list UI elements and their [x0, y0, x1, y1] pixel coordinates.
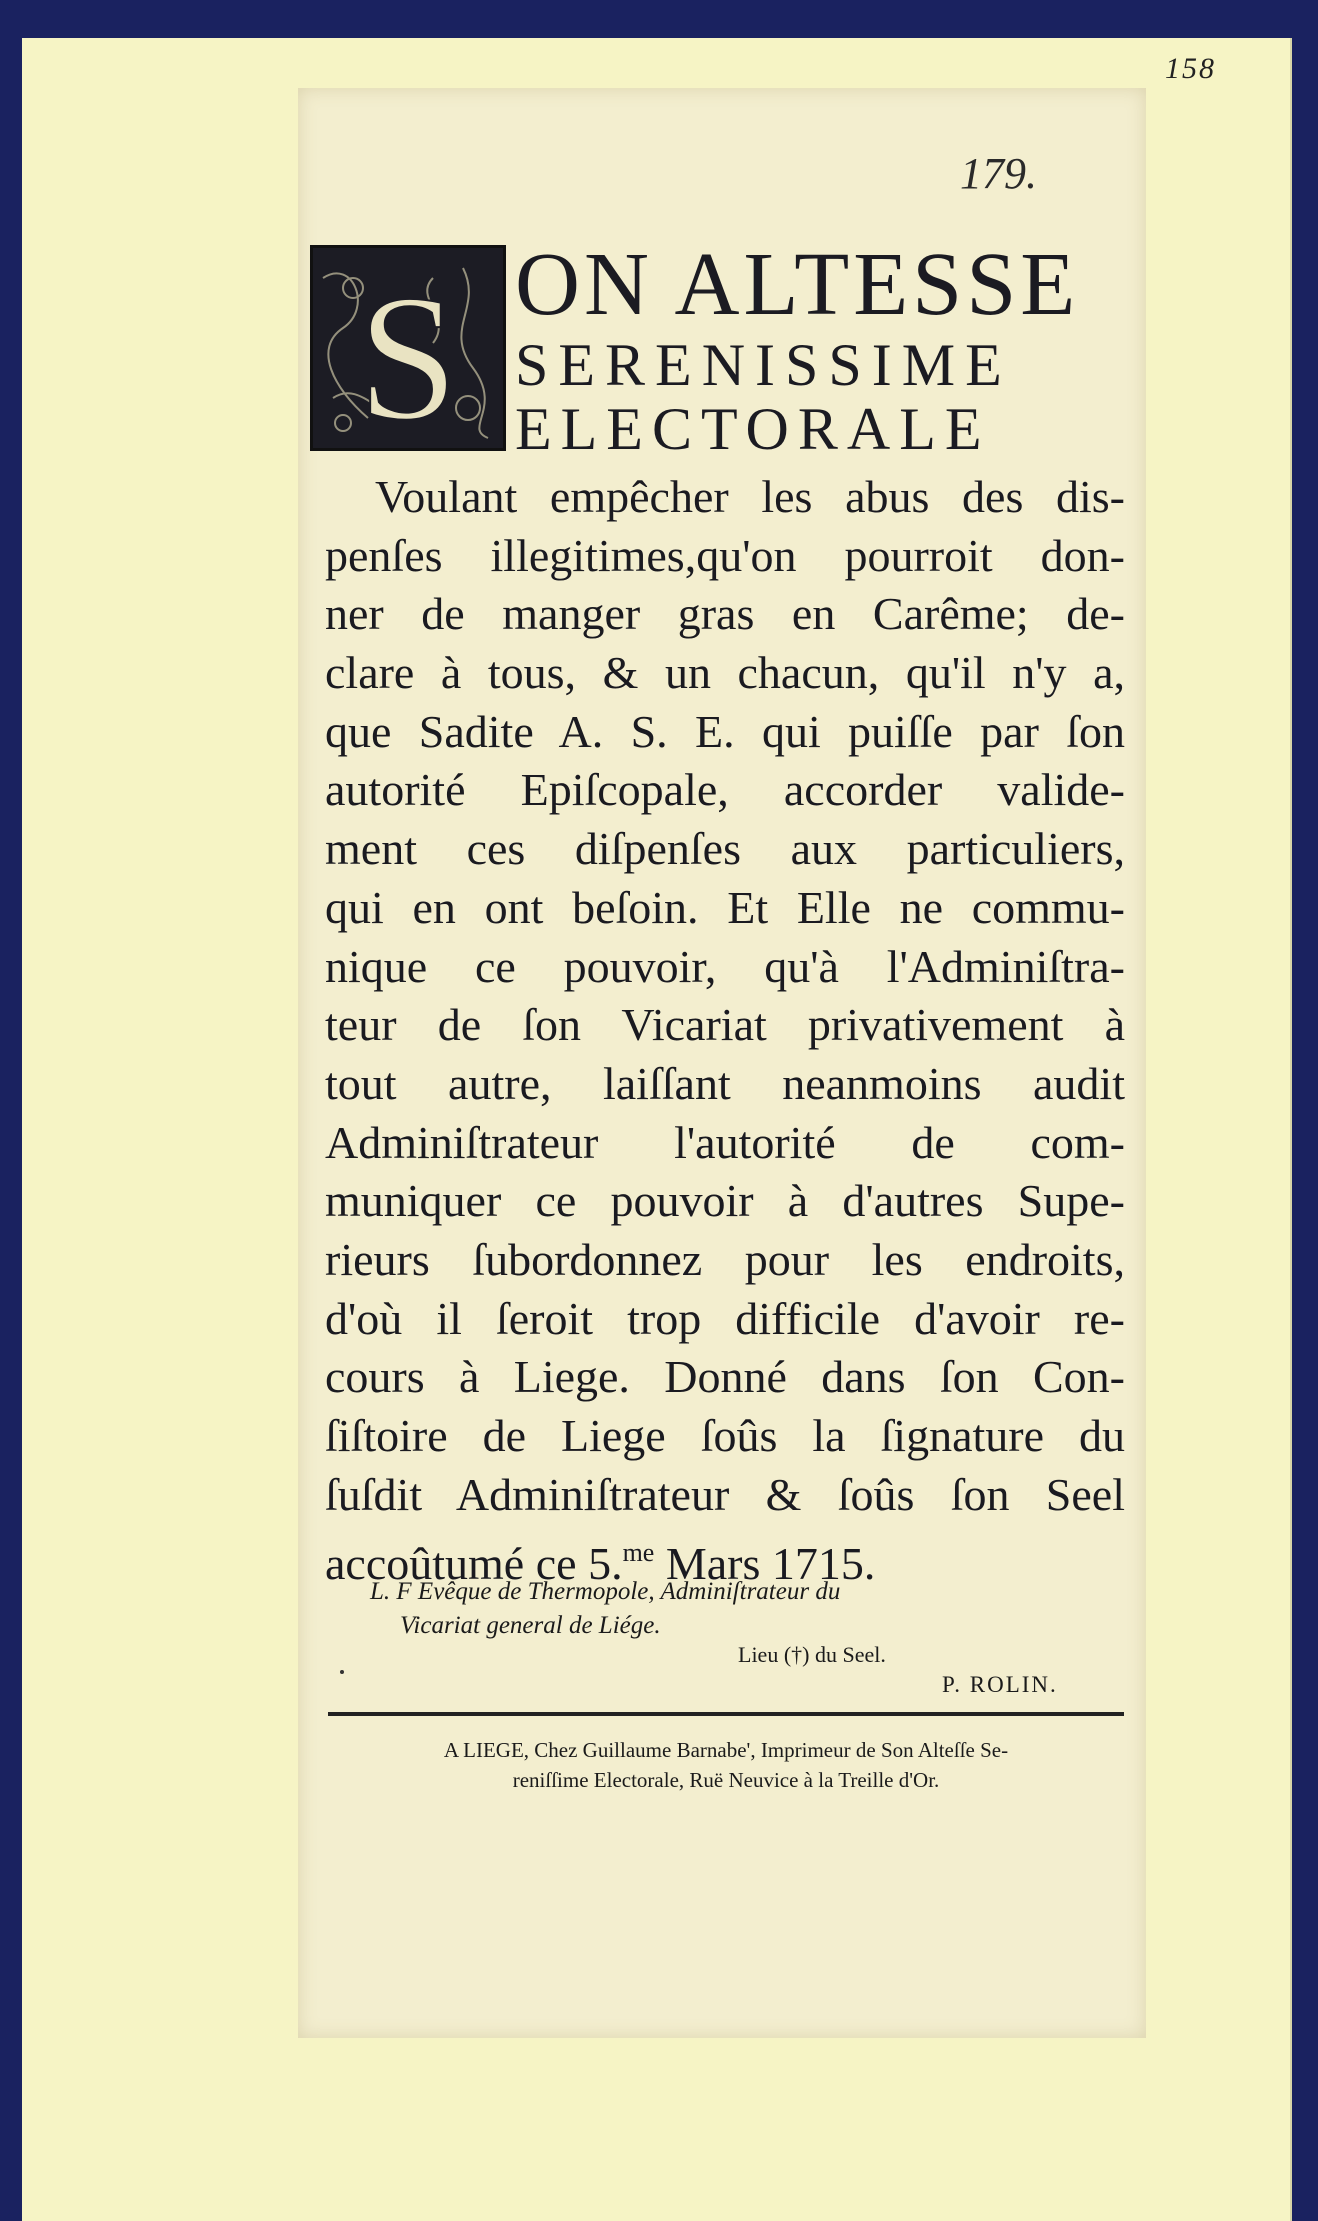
date-line-start: accoûtumé ce 5.	[325, 1538, 623, 1590]
folio-number-top: 158	[1165, 52, 1216, 85]
seal-note: Lieu (†) du Seel.	[738, 1642, 886, 1667]
heading-line-2: SERENISSIME	[515, 332, 1012, 398]
folio-number-manuscript: 179.	[960, 149, 1037, 198]
imprint-line-1: A LIEGE, Chez Guillaume Barnabe', Imprimeur de Son Alteſſe Se-	[443, 1738, 1009, 1762]
text-line: que Sadite A. S. E. qui puiſſe par ſon	[325, 705, 1125, 757]
text-line: penſes illegitimes,qu'on pourroit don-	[325, 529, 1125, 581]
text-line: teur de ſon Vicariat privativement à	[325, 999, 1125, 1051]
text-line: cours à Liege. Donné dans ſon Con-	[325, 1351, 1125, 1403]
text-line: ſuſdit Adminiſtrateur & ſoûs ſon Seel	[325, 1468, 1125, 1520]
heading-line-3: ELECTORALE	[515, 396, 991, 462]
decorated-initial-s	[310, 245, 506, 451]
text-line: nique ce pouvoir, qu'à l'Adminiſtra-	[325, 940, 1125, 992]
secretary-name: P. ROLIN.	[942, 1672, 1058, 1697]
text-line: d'où il ſeroit trop difficile d'avoir re-	[325, 1292, 1125, 1344]
text-line: autorité Epiſcopale, accorder valide-	[325, 764, 1125, 816]
text-line: ment ces diſpenſes aux particuliers,	[325, 823, 1125, 875]
signature-line-2: Vicariat general de Liége.	[400, 1612, 661, 1639]
text-line: muniquer ce pouvoir à d'autres Supe-	[325, 1175, 1125, 1227]
divider-rule	[328, 1712, 1124, 1716]
heading-line-1: ON ALTESSE	[515, 235, 1080, 334]
text-line: Voulant empêcher les abus des dis-	[375, 471, 1125, 522]
date-superscript: me	[622, 1538, 655, 1568]
ordinance-text	[325, 468, 1125, 1590]
date-line-end: Mars 1715.	[654, 1538, 876, 1590]
text-line: rieurs ſubordonnez pour les endroits,	[325, 1233, 1125, 1285]
date-line	[325, 1524, 1125, 1590]
ornament-icon	[313, 248, 503, 448]
initial-letter: S	[357, 258, 459, 448]
printer-imprint	[328, 1735, 1124, 1795]
text-line: tout autre, laiſſant neanmoins audit	[325, 1057, 1125, 1109]
text-line: ner de manger gras en Carême; de-	[325, 588, 1125, 640]
signature-line-1: L. F Evêque de Thermopole, Adminiſtrateur du	[370, 1578, 841, 1605]
text-line: Adminiſtrateur l'autorité de com-	[325, 1116, 1125, 1168]
imprint-line-2: reniſſime Electorale, Ruë Neuvice à la Treille d'Or.	[512, 1768, 940, 1792]
text-line: clare à tous, & un chacun, qu'il n'y a,	[325, 647, 1125, 699]
text-line: ſiſtoire de Liege ſoûs la ſignature du	[325, 1410, 1125, 1461]
ink-dot	[340, 1670, 344, 1674]
text-line: qui en ont beſoin. Et Elle ne commu-	[325, 881, 1125, 933]
heading	[310, 235, 1130, 462]
